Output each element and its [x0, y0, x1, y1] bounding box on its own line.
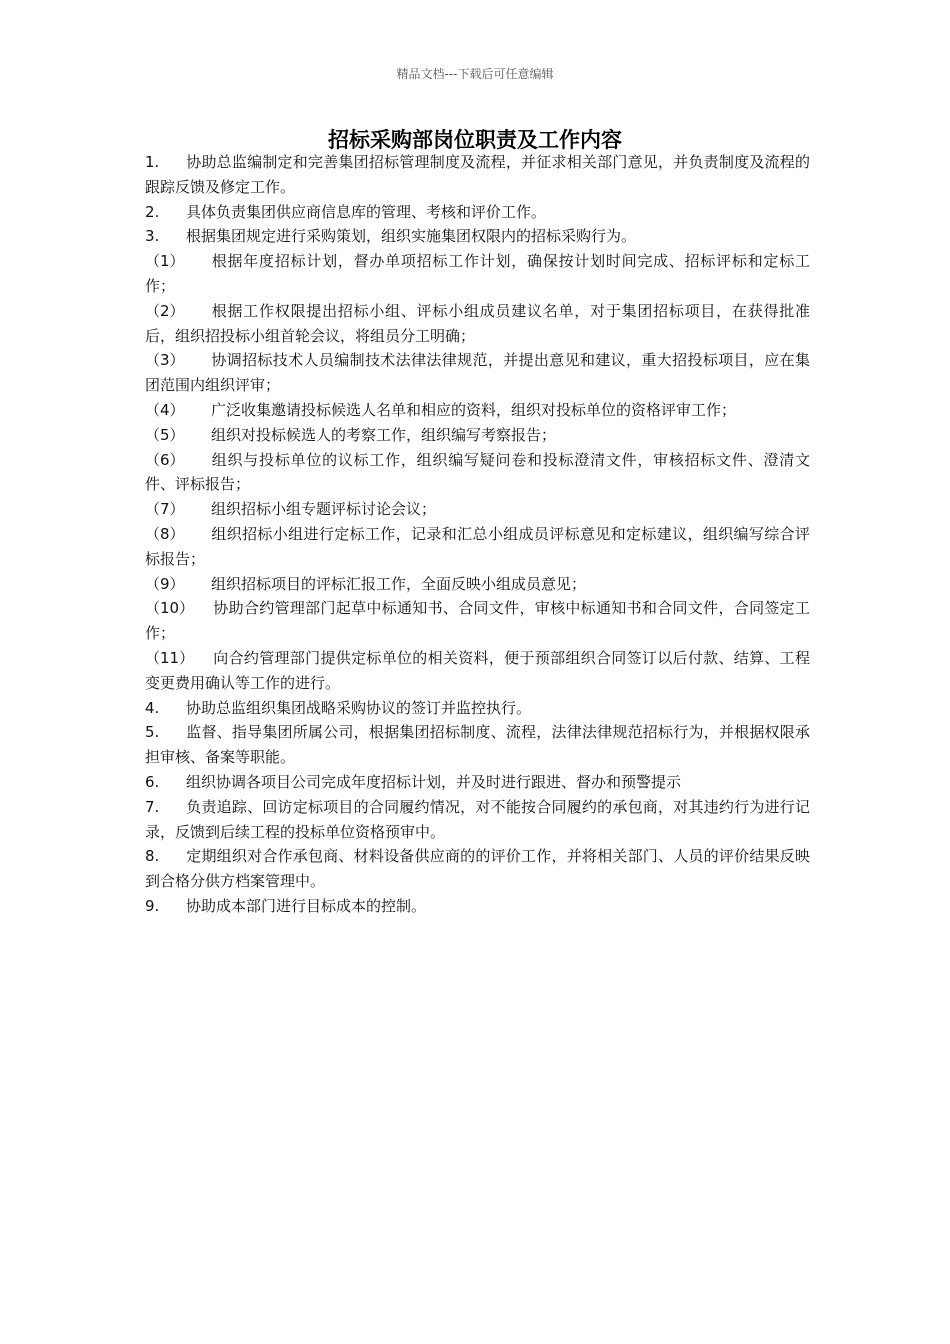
list-item	[145, 522, 810, 572]
item-text: 具体负责集团供应商信息库的管理、考核和评价工作。	[186, 202, 547, 221]
page-header: 精品文档---下载后可任意编辑	[396, 67, 554, 81]
item-text: 定期组织对合作承包商、材料设备供应商的的评价工作，并将相关部门、人员的评价结果反映到合格分供方档案管理中。	[145, 847, 810, 891]
list-item	[145, 249, 810, 299]
item-number: （5）	[145, 425, 185, 444]
item-number: 7.	[145, 797, 160, 816]
item-number: （10）	[145, 599, 195, 618]
list-item	[145, 770, 810, 795]
item-text: 组织招标项目的评标汇报工作，全面反映小组成员意见；	[211, 574, 587, 593]
item-number: （2）	[145, 301, 185, 320]
item-text: 组织协调各项目公司完成年度招标计划，并及时进行跟进、督办和预警提示	[186, 772, 682, 791]
list-item	[145, 150, 810, 200]
list-item	[145, 448, 810, 498]
item-text: 根据工作权限提出招标小组、评标小组成员建议名单，对于集团招标项目，在获得批准后，组织招投标小组首轮会议，将组员分工明确；	[145, 301, 810, 345]
item-number: （1）	[145, 252, 185, 271]
item-number: （4）	[145, 400, 185, 419]
list-item	[145, 646, 810, 696]
list-item	[145, 398, 810, 423]
item-number: （3）	[145, 351, 185, 370]
item-text: 根据集团规定进行采购策划，组织实施集团权限内的招标采购行为。	[186, 227, 637, 246]
list-item	[145, 497, 810, 522]
list-item	[145, 795, 810, 845]
list-item	[145, 894, 810, 919]
item-number: （6）	[145, 450, 185, 469]
item-number: （8）	[145, 524, 185, 543]
item-number: （9）	[145, 574, 185, 593]
item-text: 组织招标小组专题评标讨论会议；	[211, 500, 437, 519]
item-number: 1.	[145, 153, 160, 171]
list-item	[145, 348, 810, 398]
list-item	[145, 299, 810, 349]
item-text: 监督、指导集团所属公司，根据集团招标制度、流程，法律法律规范招标行为，并根据权限承担审核、备案等职能。	[145, 723, 810, 767]
item-number: 4.	[145, 698, 160, 717]
item-text: 组织与投标单位的议标工作，组织编写疑问卷和投标澄清文件，审核招标文件、澄清文件、评标报告；	[145, 450, 810, 494]
list-item	[145, 696, 810, 721]
item-number: （11）	[145, 648, 195, 667]
list-item	[145, 224, 810, 249]
document-title: 招标采购部岗位职责及工作内容	[328, 127, 622, 152]
item-text: 负责追踪、回访定标项目的合同履约情况，对不能按合同履约的承包商，对其违约行为进行记录，反馈到后续工程的投标单位资格预审中。	[145, 797, 810, 841]
list-item	[145, 200, 810, 225]
item-text: 协助合约管理部门起草中标通知书、合同文件，审核中标通知书和合同文件，合同签定工作；	[145, 599, 810, 643]
item-text: 向合约管理部门提供定标单位的相关资料，便于预部组织合同签订以后付款、结算、工程变更费用确认等工作的进行。	[145, 648, 810, 692]
item-number: 6.	[145, 772, 160, 791]
document-body	[145, 150, 810, 919]
item-text: 协助成本部门进行目标成本的控制。	[186, 896, 427, 915]
item-text: 协助总监编制定和完善集团招标管理制度及流程，并征求相关部门意见，并负责制度及流程的跟踪反馈及修定工作。	[145, 153, 810, 196]
item-text: 组织对投标候选人的考察工作，组织编写考察报告；	[211, 425, 557, 444]
list-item	[145, 423, 810, 448]
list-item	[145, 720, 810, 770]
item-text: 协调招标技术人员编制技术法律法律规范，并提出意见和建议，重大招投标项目，应在集团范围内组织评审；	[145, 351, 810, 395]
item-text: 组织招标小组进行定标工作，记录和汇总小组成员评标意见和定标建议，组织编写综合评标报告；	[145, 524, 810, 568]
item-number: 3.	[145, 227, 160, 246]
item-text: 协助总监组织集团战略采购协议的签订并监控执行。	[186, 698, 532, 717]
list-item	[145, 572, 810, 597]
item-text: 广泛收集邀请投标候选人名单和相应的资料，组织对投标单位的资格评审工作；	[211, 400, 737, 419]
list-item	[145, 844, 810, 894]
item-number: 8.	[145, 847, 160, 866]
list-item	[145, 596, 810, 646]
item-text: 根据年度招标计划，督办单项招标工作计划，确保按计划时间完成、招标评标和定标工作；	[145, 252, 810, 295]
item-number: （7）	[145, 500, 185, 519]
item-number: 9.	[145, 896, 160, 915]
item-number: 2.	[145, 202, 160, 221]
item-number: 5.	[145, 723, 160, 742]
